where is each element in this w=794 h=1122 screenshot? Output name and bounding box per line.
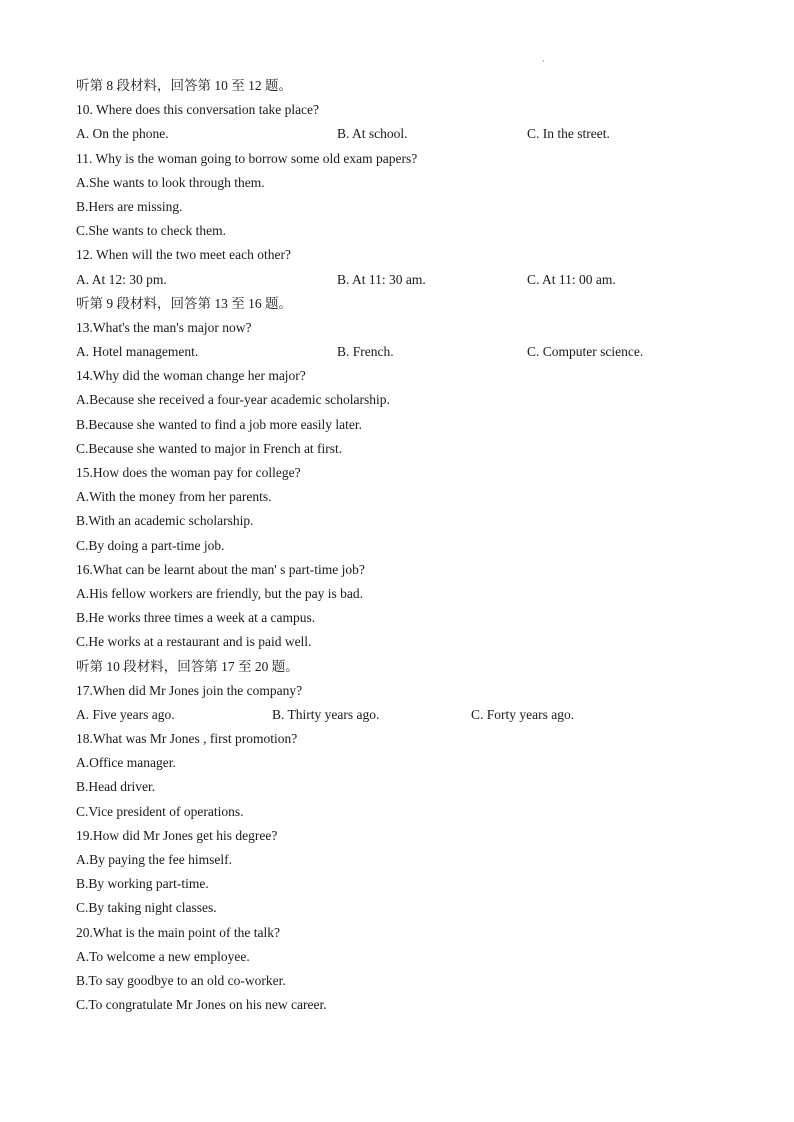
option-17-b: B. Thirty years ago. xyxy=(272,706,380,722)
options-12 xyxy=(76,268,716,292)
option-13-a: A. Hotel management. xyxy=(76,344,199,360)
section-heading-8: 听第 8 段材料，回答第 10 至 12 题。 xyxy=(76,78,292,93)
option-17-a: A. Five years ago. xyxy=(76,706,175,722)
question-17: 17.When did Mr Jones join the company? xyxy=(76,682,303,698)
option-16-a: A.His fellow workers are friendly, but the pay is bad. xyxy=(76,585,364,601)
option-18-c: C.Vice president of operations. xyxy=(76,803,244,819)
option-17-c: C. Forty years ago. xyxy=(471,706,575,722)
question-13: 13.What's the man's major now? xyxy=(76,319,252,335)
option-13-b: B. French. xyxy=(337,344,394,360)
option-14-c: C.Because she wanted to major in French at first. xyxy=(76,440,343,456)
option-12-c: C. At 11: 00 am. xyxy=(527,271,616,287)
option-11-c: C.She wants to check them. xyxy=(76,223,226,239)
option-12-a: A. At 12: 30 pm. xyxy=(76,271,167,287)
option-14-a: A.Because she received a four-year academic scholarship. xyxy=(76,392,390,408)
question-20: 20.What is the main point of the talk? xyxy=(76,924,280,940)
option-15-a: A.With the money from her parents. xyxy=(76,489,272,505)
option-11-a: A.She wants to look through them. xyxy=(76,174,265,190)
option-20-c: C.To congratulate Mr Jones on his new career. xyxy=(76,997,327,1013)
option-12-b: B. At 11: 30 am. xyxy=(337,271,426,287)
section-heading-10: 听第 10 段材料，回答第 17 至 20 题。 xyxy=(76,658,299,674)
question-11: 11. Why is the woman going to borrow some old exam papers? xyxy=(76,150,418,166)
options-10 xyxy=(76,122,716,146)
option-10-b: B. At school. xyxy=(337,126,408,142)
option-10-a: A. On the phone. xyxy=(76,126,169,142)
option-10-c: C. In the street. xyxy=(527,126,610,142)
option-15-b: B.With an academic scholarship. xyxy=(76,513,254,529)
question-19: 19.How did Mr Jones get his degree? xyxy=(76,827,278,843)
option-20-a: A.To welcome a new employee. xyxy=(76,948,250,964)
question-10: 10. Where does this conversation take place? xyxy=(76,102,320,118)
question-18: 18.What was Mr Jones , first promotion? xyxy=(76,731,298,747)
option-11-b: B.Hers are missing. xyxy=(76,198,183,214)
section-heading-9: 听第 9 段材料，回答第 13 至 16 题。 xyxy=(76,295,292,311)
options-13 xyxy=(76,340,716,364)
question-12: 12. When will the two meet each other? xyxy=(76,247,291,263)
question-15: 15.How does the woman pay for college? xyxy=(76,465,301,480)
option-16-c: C.He works at a restaurant and is paid well. xyxy=(76,634,312,650)
option-18-a: A.Office manager. xyxy=(76,755,176,771)
option-19-c: C.By taking night classes. xyxy=(76,900,217,916)
option-19-b: B.By working part-time. xyxy=(76,876,209,892)
option-15-c: C.By doing a part-time job. xyxy=(76,537,225,553)
option-16-b: B.He works three times a week at a campus. xyxy=(76,610,316,626)
option-14-b: B.Because she wanted to find a job more easily later. xyxy=(76,416,363,432)
header-mark: · xyxy=(542,56,545,66)
question-14: 14.Why did the woman change her major? xyxy=(76,368,306,384)
option-18-b: B.Head driver. xyxy=(76,779,156,795)
options-17 xyxy=(76,703,716,727)
exam-content xyxy=(76,74,716,1017)
option-20-b: B.To say goodbye to an old co-worker. xyxy=(76,972,286,988)
question-16: 16.What can be learnt about the man' s part-time job? xyxy=(76,561,365,577)
option-13-c: C. Computer science. xyxy=(527,344,644,360)
option-19-a: A.By paying the fee himself. xyxy=(76,852,232,867)
